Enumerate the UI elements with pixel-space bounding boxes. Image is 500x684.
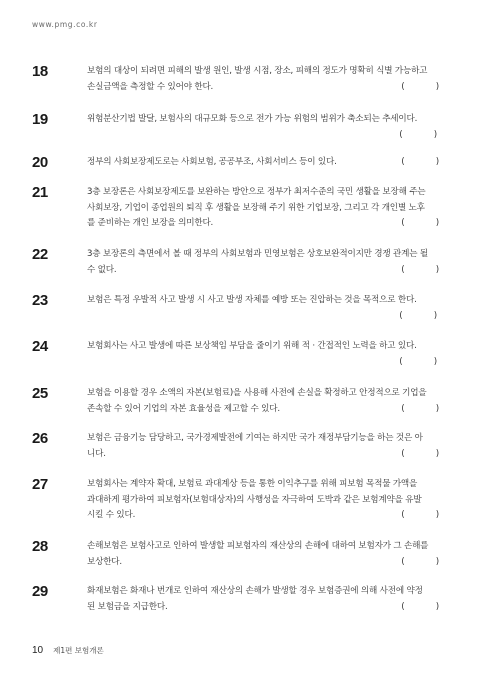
question-line: 존속할 수 있어 기업의 자본 효율성을 제고할 수 있다. [87,403,280,414]
question-number: 24 [32,338,48,355]
question-text [87,431,440,462]
answer-blank[interactable]: ( ) [400,403,440,414]
question-line: 3층 보장론의 측면에서 볼 때 정부의 사회보험과 민영보험은 상호보완적이지만 경쟁 관계는 될 [87,249,428,259]
question-line: 보험을 이용할 경우 소액의 자본(보험료)을 사용해 사전에 손실을 확정하고 안정적으로 기업을 [87,388,427,398]
question-text [87,339,440,370]
page-number: 10 [32,645,44,656]
question-line: 니다. [87,448,106,459]
question-number: 18 [32,63,48,80]
question-line: 보험회사는 계약자 확대, 보험료 과대계상 등을 통한 이익추구를 위해 피보험 목적물 가액을 [87,479,418,489]
question-number: 22 [32,246,48,263]
question-text [87,155,440,171]
answer-blank[interactable]: ( ) [400,448,440,459]
question-line: 수 없다. [87,264,117,275]
question-text [87,112,440,143]
question-number: 27 [32,476,48,493]
question-line: 보상한다. [87,556,122,567]
question-23 [32,293,440,324]
question-number: 23 [32,292,48,309]
question-line: 를 준비하는 개인 보장을 의미한다. [87,218,214,229]
question-number: 26 [32,430,48,447]
question-22 [32,247,440,278]
question-21 [32,185,440,232]
question-28 [32,539,440,570]
answer-blank[interactable]: ( ) [400,81,440,92]
answer-blank[interactable]: ( ) [400,218,440,229]
question-line: 손실금액을 측정할 수 있어야 한다. [87,81,214,92]
question-line: 정부의 사회보장제도로는 사회보험, 공공부조, 사회서비스 등이 있다. [87,157,337,167]
question-line: 보험회사는 사고 발생에 따른 보상책임 부담을 줄이기 위해 적 · 간접적인 노력을 하고 있다. [87,341,417,351]
question-number: 29 [32,583,48,600]
question-20 [32,155,440,171]
answer-blank[interactable]: ( ) [398,310,438,321]
answer-blank[interactable]: ( ) [400,264,440,275]
question-26 [32,431,440,462]
answer-blank[interactable]: ( ) [400,556,440,567]
question-line: 보험은 특정 우발적 사고 발생 시 사고 발생 자체를 예방 또는 진압하는 것을 목적으로 한다. [87,295,417,305]
question-line: 보험은 금융기능 담당하고, 국가경제발전에 기여는 하지만 국가 재정부담기능을 하는 것은 아 [87,433,423,443]
question-text [87,477,440,524]
question-number: 21 [32,184,48,201]
answer-blank[interactable]: ( ) [400,510,440,521]
question-19 [32,112,440,143]
question-line: 3층 보장론은 사회보장제도를 보완하는 방안으로 정부가 최저수준의 국민 생활을 보장해 주는 [87,187,426,197]
question-18 [32,64,440,95]
question-line: 손해보험은 보험사고로 인하여 발생할 피보험자의 재산상의 손해에 대하여 보험자가 그 손해를 [87,541,429,551]
question-text [87,185,440,232]
page-footer [32,645,104,656]
question-number: 20 [32,154,48,171]
question-text [87,386,440,417]
question-text [87,64,440,95]
question-number: 25 [32,385,48,402]
question-29 [32,584,440,615]
question-line: 된 보험금을 지급한다. [87,601,168,612]
question-24 [32,339,440,370]
question-25 [32,386,440,417]
question-number: 28 [32,538,48,555]
question-text [87,539,440,570]
question-number: 19 [32,111,48,128]
question-line: 사회보장, 기업이 종업원의 퇴직 후 생활을 보장해 주기 위한 기업보장, 그리고 각 개인별 노후 [87,202,425,213]
question-line: 과대하게 평가하여 피보험자(보험대상자)의 사행성을 자극하여 도박과 같은 보험계약을 유발 [87,494,422,505]
question-line: 화재보험은 화재나 번개로 인하여 재산상의 손해가 발생할 경우 보험증권에 의해 사전에 약정 [87,586,423,596]
answer-blank[interactable]: ( ) [398,129,438,140]
chapter-title: 제1편 보험개론 [53,646,104,655]
question-text [87,293,440,324]
question-text [87,247,440,278]
question-text [87,584,440,615]
question-line: 보험의 대상이 되려면 피해의 발생 원인, 발생 시점, 장소, 피해의 정도가 명확히 식별 가능하고 [87,66,428,76]
question-line: 시킬 수 있다. [87,510,136,521]
answer-blank[interactable]: ( ) [400,601,440,612]
question-line: 위험분산기법 발달, 보험사의 대규모화 등으로 전가 가능 위험의 범위가 축소되는 추세이다. [87,114,418,124]
answer-blank[interactable]: ( ) [400,157,440,167]
question-27 [32,477,440,524]
header-url: www.pmg.co.kr [32,20,98,29]
answer-blank[interactable]: ( ) [398,356,438,367]
